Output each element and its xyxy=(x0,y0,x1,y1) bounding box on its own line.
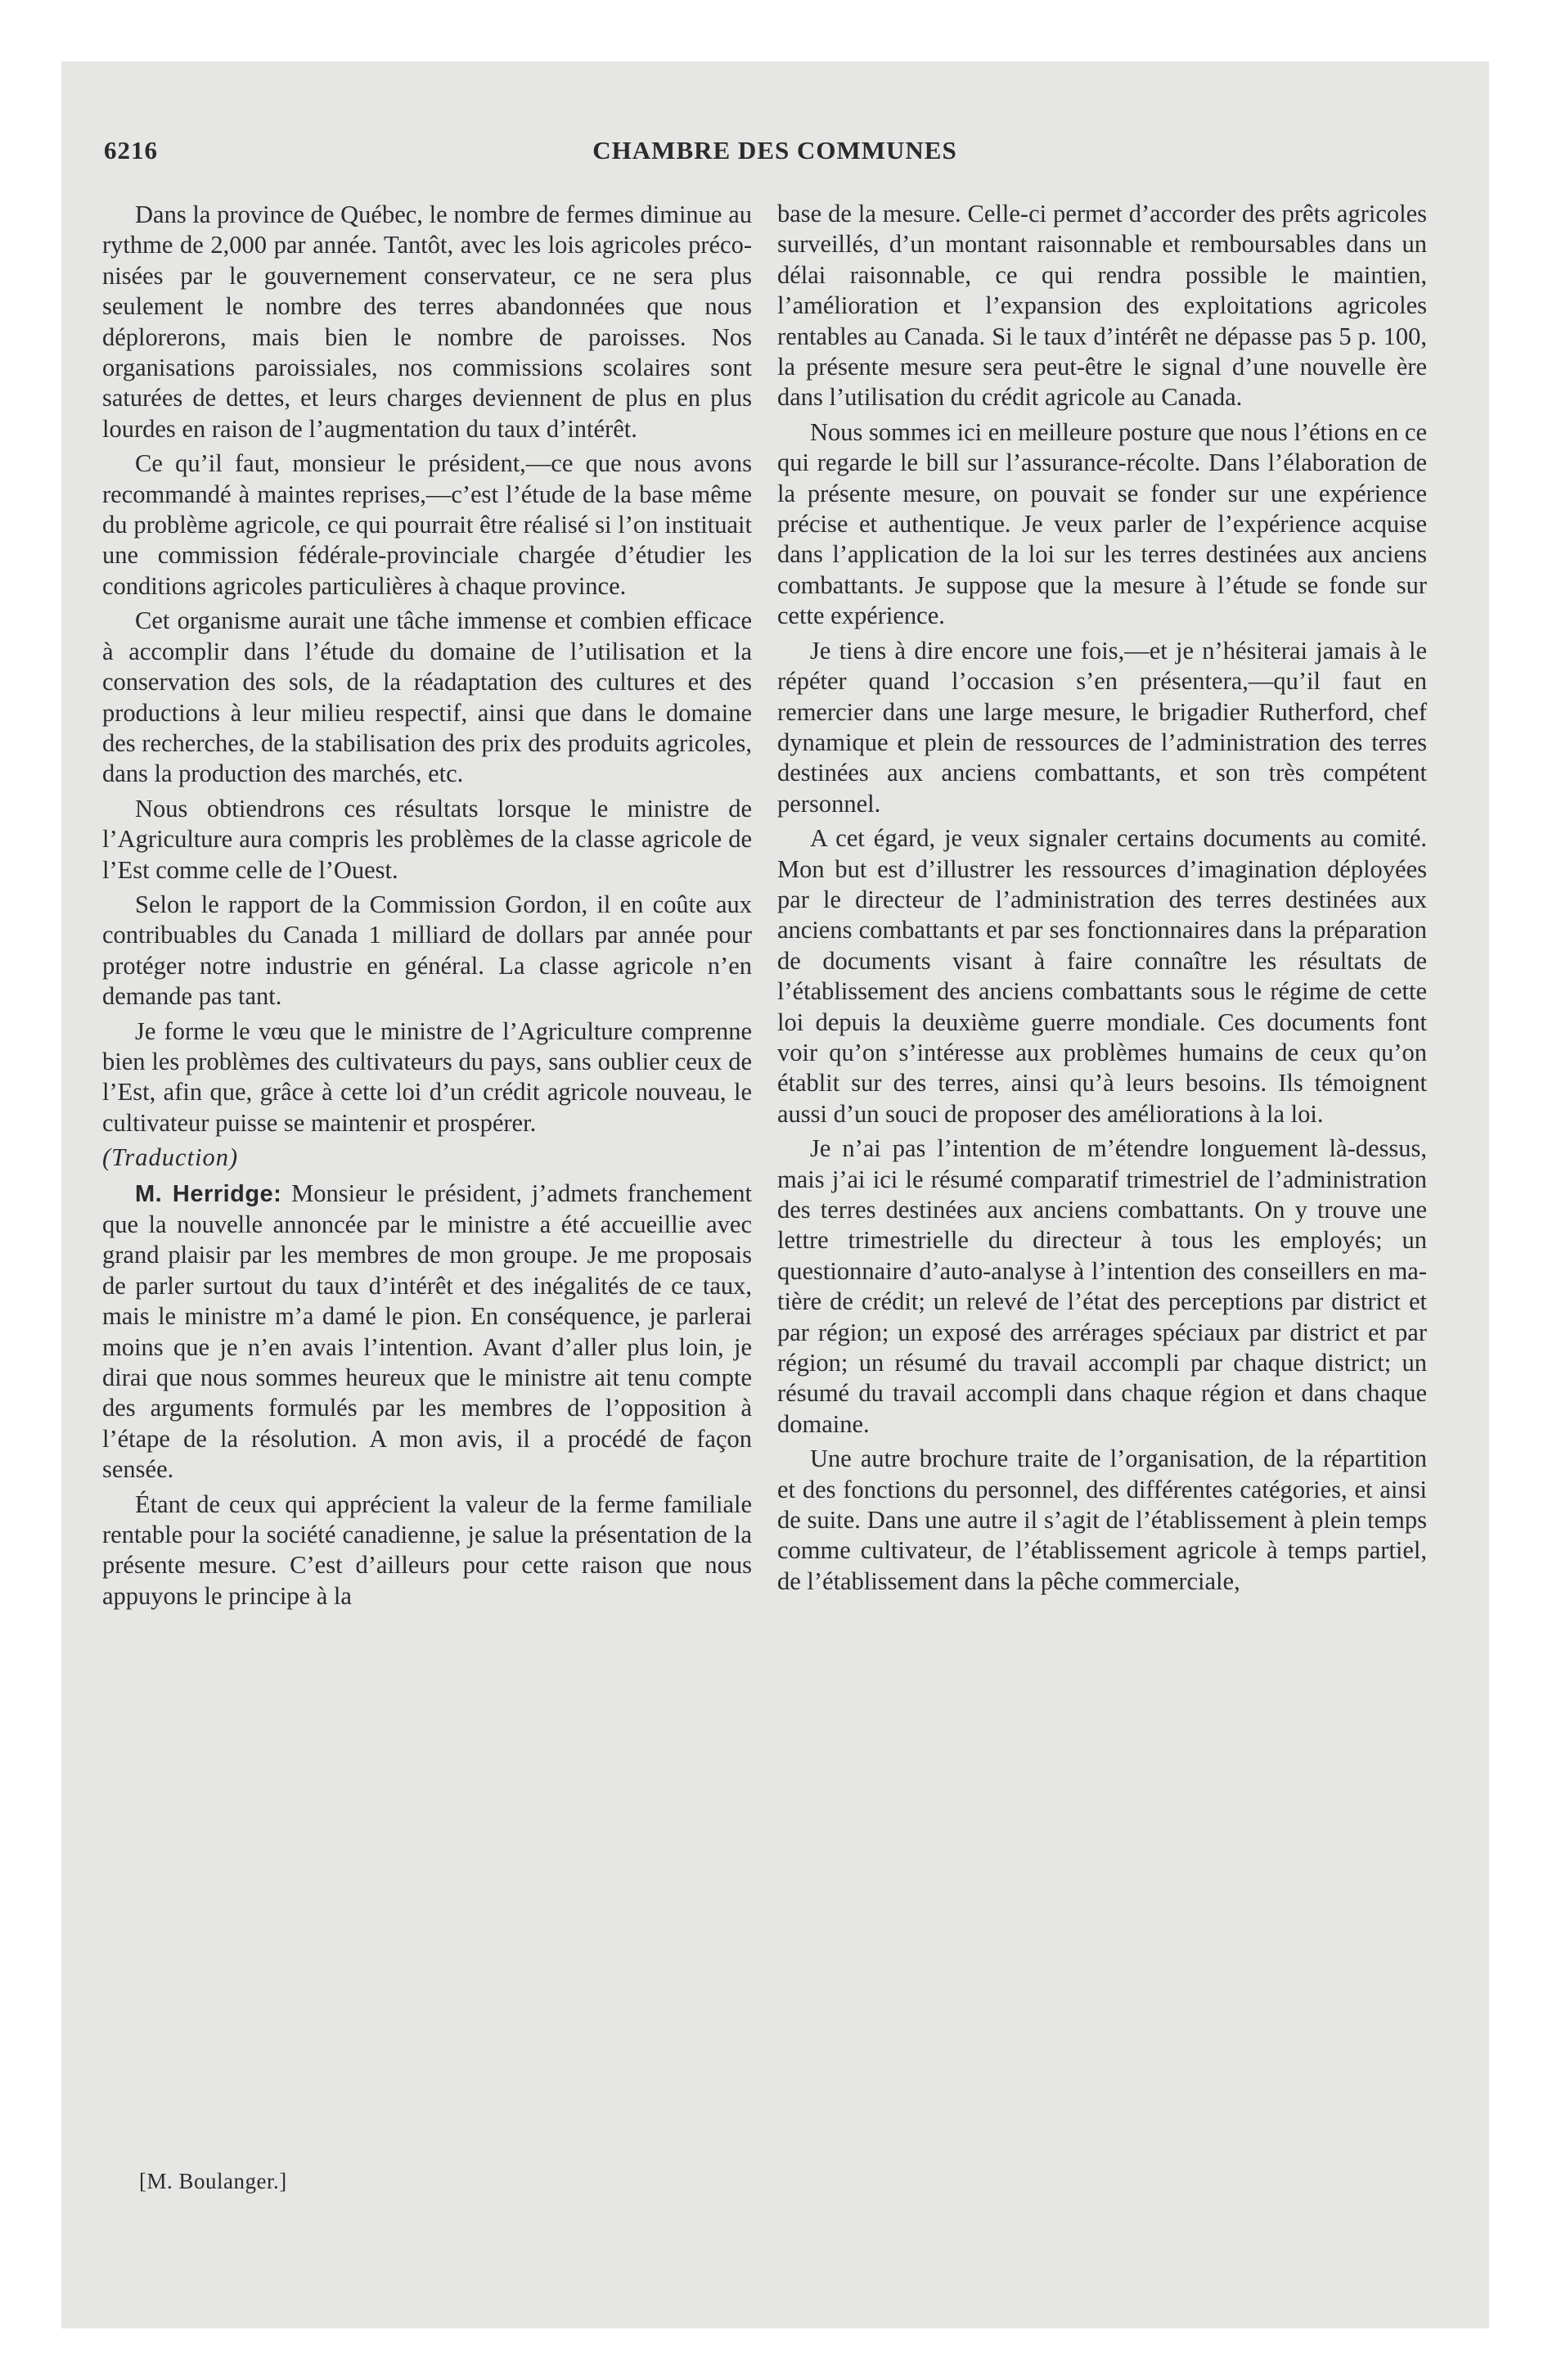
speech-paragraph xyxy=(102,1179,752,1485)
paragraph: A cet égard, je veux signaler certains documents au comité. Mon but est d’illustrer les ressources d’imagination déployées par le directeur de l’administration des terres destinées aux anciens combattants et par ses fonctionnaires dans la préparation de documents visant à faire connaître les résultats de l’établissement des anciens combattants sous le régime de cette loi depuis la deuxième guerre mondiale. Ces documents font voir qu’on s’intéresse aux problèmes humains de ceux qu’on établit sur des terres, ainsi qu’à leurs besoins. Ils témoignent aussi d’un souci de proposer des améliorations à la loi. xyxy=(777,824,1427,1128)
paragraph: base de la mesure. Celle-ci permet d’accorder des prêts agricoles surveillés, d’un montant raisonnable et remboursables dans un délai raisonnable, ce qui rendra possible le maintien, l’amélioration et l’expansion des exploitations agricoles rentables au Canada. Si le taux d’intérêt ne dépasse pas 5 p. 100, la présente mesure sera peut-être le signal d’une nouvelle ère dans l’utilisation du crédit agricole au Canada. xyxy=(777,200,1427,412)
running-head: CHAMBRE DES COMMUNES xyxy=(592,136,957,165)
paragraph: Étant de ceux qui apprécient la valeur de la ferme familiale rentable pour la société canadienne, je salue la présentation de la présente mesure. C’est d’ailleurs pour cette raison que nous appuyons le principe à la xyxy=(102,1490,752,1610)
paragraph: Ce qu’il faut, monsieur le président,—ce que nous avons recommandé à maintes reprises,—c’est l’étude de la base même du problème agricole, ce qui pourrait être réalisé si l’on instituait une commission fédérale-provinciale chargée d’étudier les conditions agricoles particulières à chaque province. xyxy=(102,449,752,600)
speech-text: Monsieur le président, j’admets franchement que la nouvelle annoncée par le ministre a été accueillie avec grand plaisir par les membres de mon groupe. Je me proposais de parler surtout du taux d’intérêt et des inégalités de ce taux, mais le ministre m’a damé le pion. En conséquence, je parlerai moins que je n’en avais l’intention. Avant d’aller plus loin, je dirai que nous sommes heureux que le ministre ait tenu compte des arguments formulés par les membres de l’opposition à l’étape de la résolution. A mon avis, il a procédé de façon sensée. xyxy=(102,1179,752,1484)
paragraph: Selon le rapport de la Commission Gordon, il en coûte aux contribuables du Canada 1 milliard de dollars par année pour protéger notre industrie en général. La classe agricole n’en demande pas tant. xyxy=(102,890,752,1011)
paragraph: Je tiens à dire encore une fois,—et je n’hésiterai jamais à le répéter quand l’occasion s’en présentera,—qu’il faut en remercier dans une large mesure, le brigadier Rutherford, chef dynamique et plein de ressources de l’administration des terres destinées aux anciens combattants, et son très compétent personnel. xyxy=(777,636,1427,818)
paragraph: Cet organisme aurait une tâche immense et combien efficace à accomplir dans l’étude du domaine de l’utilisation et la conservation des sols, de la réadaptation des cultures et des productions à leur milieu respectif, ainsi que dans le domaine des recherches, de la stabilisation des prix des produits agricoles, dans la production des marchés, etc. xyxy=(102,606,752,788)
left-column xyxy=(102,200,752,1616)
paragraph: Je n’ai pas l’intention de m’étendre longuement là-dessus, mais j’ai ici le résumé comparatif trimestriel de l’administration des terres destinées aux anciens combattants. On y trouve une lettre trimestrielle du directeur à tous les employés; un questionnaire d’auto-analyse à l’intention des conseillers en matière de crédit; un relevé de l’état des perceptions par district et par région; un exposé des arrérages spéciaux par district et par région; un résumé du travail accompli par chaque district; un résumé du travail accompli dans chaque région et dans chaque domaine. xyxy=(777,1134,1427,1438)
speaker-footer-tag: [M. Boulanger.] xyxy=(139,2169,287,2193)
paragraph: Nous obtiendrons ces résultats lorsque le ministre de l’Agriculture aura compris les problèmes de la classe agricole de l’Est comme celle de l’Ouest. xyxy=(102,794,752,884)
paragraph: Une autre brochure traite de l’organisation, de la répartition et des fonctions du personnel, des différentes catégories, et ainsi de suite. Dans une autre il s’agit de l’établissement à plein temps comme cultivateur, de l’établissement agricole à temps partiel, de l’établissement dans la pêche commerciale, xyxy=(777,1445,1427,1595)
translation-rubric: (Traduction) xyxy=(102,1143,239,1172)
paragraph: Nous sommes ici en meilleure posture que nous l’étions en ce qui regarde le bill sur l’assurance-récolte. Dans l’élaboration de la présente mesure, on pouvait se fonder sur une expérience précise et authentique. Je veux parler de l’expérience acquise dans l’application de la loi sur les terres destinées aux anciens combattants. Je suppose que la mesure à l’étude se fonde sur cette expérience. xyxy=(777,417,1427,630)
paragraph: Dans la province de Québec, le nombre de fermes diminue au rythme de 2,000 par année. Tantôt, avec les lois agricoles préconisées par le gouvernement conservateur, ce ne sera plus seulement le nombre des terres abandonnées que nous déplorerons, mais bien le nombre de paroisses. Nos organisations paroissiales, nos commissions scolaires sont saturées de dettes, et leurs charges deviennent de plus en plus lourdes en raison de l’augmentation du taux d’intérêt. xyxy=(102,201,752,443)
page-header xyxy=(104,136,1446,175)
right-column xyxy=(777,199,1427,1601)
paragraph: Je forme le vœu que le ministre de l’Agriculture comprenne bien les problèmes des cultivateurs du pays, sans oublier ceux de l’Est, afin que, grâce à cette loi d’un crédit agricole nouveau, le cultivateur puisse se maintenir et prospérer. xyxy=(102,1016,752,1137)
page-number: 6216 xyxy=(104,136,158,165)
speaker-name: M. Herridge: xyxy=(135,1180,282,1207)
